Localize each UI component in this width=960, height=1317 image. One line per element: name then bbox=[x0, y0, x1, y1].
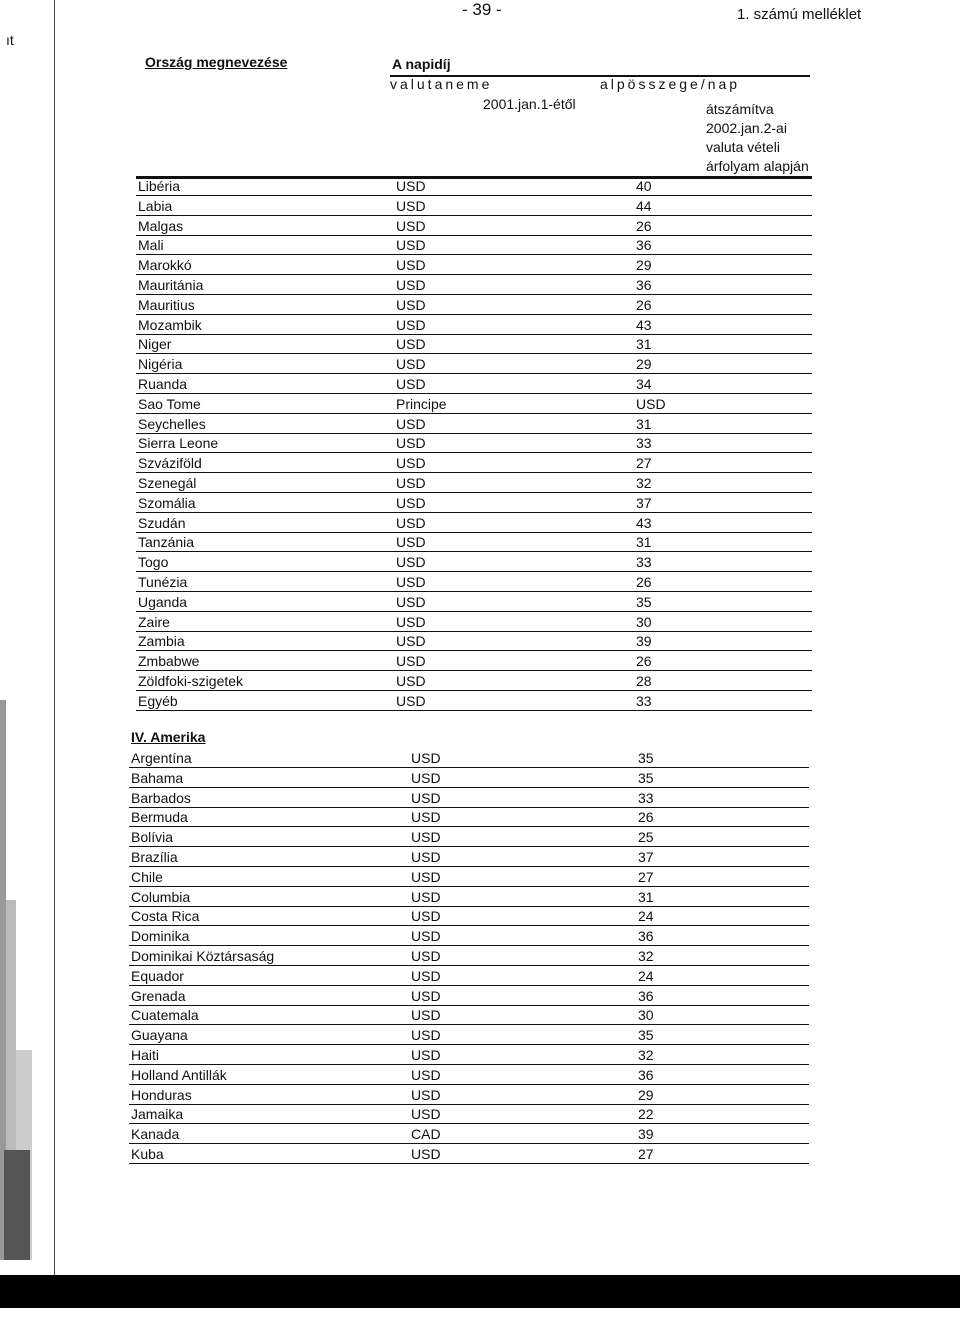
amount-cell: 31 bbox=[638, 888, 654, 905]
amount-cell: 35 bbox=[638, 750, 654, 766]
country-cell: Niger bbox=[138, 336, 172, 353]
amount-cell: 26 bbox=[638, 809, 654, 826]
country-cell: Chile bbox=[131, 868, 163, 885]
country-cell: Costa Rica bbox=[131, 908, 200, 925]
country-cell: Bermuda bbox=[131, 809, 188, 826]
amount-cell: 33 bbox=[636, 435, 652, 452]
table-row bbox=[136, 235, 812, 255]
country-cell: Mauritánia bbox=[138, 277, 204, 293]
currency-cell: USD bbox=[411, 1086, 441, 1103]
currency-cell: USD bbox=[396, 178, 426, 194]
currency-cell: USD bbox=[396, 692, 426, 709]
currency-cell: USD bbox=[411, 809, 441, 826]
amount-cell: 27 bbox=[636, 455, 652, 472]
currency-cell: USD bbox=[411, 888, 441, 905]
amount-cell: 43 bbox=[636, 514, 652, 531]
amount-cell: 43 bbox=[636, 316, 652, 333]
currency-cell: USD bbox=[396, 653, 426, 670]
country-cell: Ruanda bbox=[138, 376, 188, 392]
currency-cell: USD bbox=[411, 1027, 441, 1044]
table-row bbox=[136, 176, 812, 196]
amount-cell: 26 bbox=[636, 296, 652, 313]
amount-cell: 36 bbox=[638, 987, 654, 1004]
table-row bbox=[136, 651, 812, 671]
amount-cell: 39 bbox=[636, 633, 652, 650]
amount-cell: 33 bbox=[636, 692, 652, 709]
table-row bbox=[136, 374, 812, 394]
country-cell: Tunézia bbox=[138, 574, 188, 590]
country-cell: Haiti bbox=[131, 1047, 160, 1063]
table-row bbox=[129, 1144, 809, 1164]
country-cell: Togo bbox=[138, 554, 169, 571]
country-cell: Zaire bbox=[138, 613, 170, 630]
currency-cell: USD bbox=[396, 356, 426, 373]
table-row bbox=[129, 1045, 809, 1065]
amount-cell: 44 bbox=[636, 197, 652, 214]
currency-cell: USD bbox=[396, 593, 426, 610]
amount-cell: 30 bbox=[638, 1007, 654, 1024]
table-row bbox=[129, 1005, 809, 1025]
currency-cell: USD bbox=[411, 750, 441, 766]
amount-cell: 40 bbox=[636, 178, 652, 194]
table-row bbox=[136, 513, 812, 533]
table-row bbox=[129, 926, 809, 946]
amount-cell: 29 bbox=[636, 257, 652, 274]
country-cell: Zmbabwe bbox=[138, 653, 200, 670]
currency-cell: USD bbox=[396, 613, 426, 630]
page-number: - 39 - bbox=[462, 0, 502, 19]
currency-cell: USD bbox=[411, 789, 441, 806]
country-cell: Argentína bbox=[131, 750, 192, 766]
amount-cell: 36 bbox=[638, 1066, 654, 1083]
section-title-america: IV. Amerika bbox=[131, 729, 206, 745]
country-cell: Szudán bbox=[138, 514, 186, 531]
amount-cell: 30 bbox=[636, 613, 652, 630]
country-cell: Marokkó bbox=[138, 257, 192, 274]
amount-cell: 26 bbox=[636, 653, 652, 670]
table-row bbox=[136, 631, 812, 651]
table-row bbox=[136, 552, 812, 572]
country-cell: Barbados bbox=[131, 789, 191, 806]
country-cell: Nigéria bbox=[138, 356, 183, 373]
amount-cell: 34 bbox=[636, 376, 652, 392]
country-cell: Szomália bbox=[138, 494, 196, 511]
amount-cell: 29 bbox=[636, 356, 652, 373]
amount-cell: 24 bbox=[638, 908, 654, 925]
amount-cell: 26 bbox=[636, 574, 652, 590]
table-row bbox=[129, 788, 809, 808]
amount-cell: 29 bbox=[638, 1086, 654, 1103]
table-row bbox=[136, 671, 812, 691]
amount-cell: 25 bbox=[638, 829, 654, 846]
amount-cell: 33 bbox=[636, 554, 652, 571]
currency-cell: USD bbox=[396, 475, 426, 491]
scan-noise-left bbox=[0, 0, 42, 1317]
amount-cell: 36 bbox=[638, 928, 654, 945]
currency-cell: USD bbox=[411, 928, 441, 945]
amount-cell: 31 bbox=[636, 336, 652, 353]
currency-cell: USD bbox=[396, 257, 426, 274]
amount-cell: 32 bbox=[636, 475, 652, 491]
currency-cell: USD bbox=[411, 1106, 441, 1123]
conversion-line-4: árfolyam alapján bbox=[706, 158, 809, 174]
country-cell: Zöldfoki-szigetek bbox=[138, 673, 244, 689]
country-cell: Honduras bbox=[131, 1086, 192, 1103]
currency-cell: USD bbox=[396, 554, 426, 571]
column-header-base-amount: alpösszege/nap bbox=[600, 76, 741, 92]
table-row bbox=[136, 612, 812, 632]
country-cell: Bolívia bbox=[131, 829, 174, 846]
table-row bbox=[129, 807, 809, 827]
country-cell: Mauritius bbox=[138, 296, 195, 313]
table-row bbox=[129, 986, 809, 1006]
country-cell: Malgas bbox=[138, 217, 184, 234]
amount-cell: 37 bbox=[638, 849, 654, 865]
amount-cell: 39 bbox=[638, 1126, 654, 1143]
country-cell: Uganda bbox=[138, 593, 188, 610]
country-cell: Bahama bbox=[131, 769, 184, 786]
currency-cell: USD bbox=[411, 868, 441, 885]
country-cell: Equador bbox=[131, 967, 184, 984]
country-cell: Cuatemala bbox=[131, 1007, 199, 1024]
currency-cell: USD bbox=[411, 769, 441, 786]
currency-cell: USD bbox=[396, 633, 426, 650]
country-cell: Szenegál bbox=[138, 475, 197, 491]
country-cell: Labia bbox=[138, 197, 173, 214]
table-row bbox=[129, 906, 809, 926]
table-row bbox=[136, 691, 812, 711]
table-row bbox=[136, 315, 812, 335]
amount-cell: 36 bbox=[636, 237, 652, 254]
table-row bbox=[136, 295, 812, 315]
amount-cell: 24 bbox=[638, 967, 654, 984]
currency-cell: USD bbox=[411, 987, 441, 1004]
amount-cell: 26 bbox=[636, 217, 652, 234]
currency-cell: USD bbox=[411, 948, 441, 964]
table-row bbox=[136, 473, 812, 493]
currency-cell: USD bbox=[396, 197, 426, 214]
country-cell: Kuba bbox=[131, 1146, 164, 1162]
country-cell: Zambia bbox=[138, 633, 185, 650]
country-cell: Jamaika bbox=[131, 1106, 184, 1123]
table-row bbox=[136, 532, 812, 552]
currency-cell: USD bbox=[396, 455, 426, 472]
table-row bbox=[136, 275, 812, 295]
country-cell: Brazília bbox=[131, 849, 178, 865]
table-row bbox=[129, 1124, 809, 1144]
currency-cell: USD bbox=[396, 673, 426, 689]
table-row bbox=[129, 887, 809, 907]
column-header-daily-allowance: A napidíj bbox=[392, 56, 451, 72]
table-row bbox=[129, 768, 809, 788]
table-row bbox=[129, 1065, 809, 1085]
table-row bbox=[136, 394, 812, 414]
amount-cell: 27 bbox=[638, 868, 654, 885]
table-row bbox=[129, 748, 809, 768]
currency-cell: USD bbox=[411, 967, 441, 984]
currency-cell: USD bbox=[411, 1047, 441, 1063]
currency-cell: USD bbox=[396, 237, 426, 254]
currency-cell: USD bbox=[396, 336, 426, 353]
country-cell: Tanzánia bbox=[138, 534, 195, 551]
table-row bbox=[136, 572, 812, 592]
country-cell: Sierra Leone bbox=[138, 435, 219, 452]
amount-cell: 37 bbox=[636, 494, 652, 511]
currency-cell: USD bbox=[396, 534, 426, 551]
table-row bbox=[136, 354, 812, 374]
conversion-line-3: valuta vételi bbox=[706, 139, 780, 155]
amount-cell: 22 bbox=[638, 1106, 654, 1123]
column-header-country: Ország megnevezése bbox=[145, 54, 288, 70]
country-cell: Dominika bbox=[131, 928, 190, 945]
country-cell: Mali bbox=[138, 237, 164, 254]
country-cell: Guayana bbox=[131, 1027, 188, 1044]
table-row bbox=[136, 592, 812, 612]
annex-label: 1. számú melléklet bbox=[737, 6, 862, 23]
currency-cell: USD bbox=[396, 217, 426, 234]
column-header-conversion bbox=[706, 100, 809, 176]
currency-cell: USD bbox=[396, 494, 426, 511]
country-cell: Libéria bbox=[138, 178, 181, 194]
table-row bbox=[129, 966, 809, 986]
currency-cell: USD bbox=[396, 277, 426, 293]
table-row bbox=[129, 1025, 809, 1045]
table-row bbox=[136, 453, 812, 473]
currency-cell: USD bbox=[396, 514, 426, 531]
scan-margin-line bbox=[54, 0, 55, 1275]
country-cell: Kanada bbox=[131, 1126, 180, 1143]
currency-cell: CAD bbox=[411, 1126, 441, 1143]
column-header-from-date: 2001.jan.1-étől bbox=[483, 96, 576, 112]
currency-cell: USD bbox=[396, 296, 426, 313]
amount-cell: 35 bbox=[636, 593, 652, 610]
currency-cell: Principe bbox=[396, 395, 447, 412]
currency-cell: USD bbox=[411, 829, 441, 846]
conversion-line-2: 2002.jan.2-ai bbox=[706, 120, 787, 136]
country-cell: Columbia bbox=[131, 888, 191, 905]
amount-cell: 33 bbox=[638, 789, 654, 806]
amount-cell: USD bbox=[636, 395, 666, 412]
currency-cell: USD bbox=[396, 415, 426, 432]
currency-cell: USD bbox=[396, 316, 426, 333]
currency-cell: USD bbox=[411, 849, 441, 865]
edge-mark: ıt bbox=[6, 32, 14, 48]
table-row bbox=[136, 216, 812, 236]
scan-bottom-bar bbox=[0, 1275, 960, 1308]
currency-cell: USD bbox=[411, 1066, 441, 1083]
currency-cell: USD bbox=[396, 574, 426, 590]
amount-cell: 27 bbox=[638, 1146, 654, 1162]
country-cell: Szváziföld bbox=[138, 455, 202, 472]
column-header-currency: valutaneme bbox=[390, 76, 493, 92]
table-row bbox=[136, 493, 812, 513]
currency-cell: USD bbox=[396, 435, 426, 452]
amount-cell: 31 bbox=[636, 534, 652, 551]
country-cell: Dominikai Köztársaság bbox=[131, 948, 275, 964]
table-row bbox=[136, 414, 812, 434]
currency-cell: USD bbox=[411, 1146, 441, 1162]
table-row bbox=[129, 827, 809, 847]
amount-cell: 32 bbox=[638, 1047, 654, 1063]
amount-cell: 36 bbox=[636, 277, 652, 293]
amount-cell: 28 bbox=[636, 673, 652, 689]
table-row bbox=[136, 255, 812, 275]
amount-cell: 32 bbox=[638, 948, 654, 964]
country-cell: Grenada bbox=[131, 987, 186, 1004]
table-row bbox=[129, 946, 809, 966]
amount-cell: 35 bbox=[638, 769, 654, 786]
currency-cell: USD bbox=[396, 376, 426, 392]
country-cell: Sao Tome bbox=[138, 395, 201, 412]
conversion-line-1: átszámítva bbox=[706, 101, 774, 117]
table-row bbox=[129, 1085, 809, 1105]
currency-cell: USD bbox=[411, 1007, 441, 1024]
country-cell: Holland Antillák bbox=[131, 1066, 227, 1083]
table-row bbox=[136, 334, 812, 354]
amount-cell: 31 bbox=[636, 415, 652, 432]
table-row bbox=[129, 847, 809, 867]
currency-cell: USD bbox=[411, 908, 441, 925]
table-row bbox=[136, 196, 812, 216]
amount-cell: 35 bbox=[638, 1027, 654, 1044]
country-cell: Seychelles bbox=[138, 415, 206, 432]
table-row bbox=[136, 433, 812, 453]
table-row bbox=[129, 867, 809, 887]
table-row bbox=[129, 1104, 809, 1124]
country-cell: Mozambik bbox=[138, 316, 202, 333]
country-cell: Egyéb bbox=[138, 692, 178, 709]
